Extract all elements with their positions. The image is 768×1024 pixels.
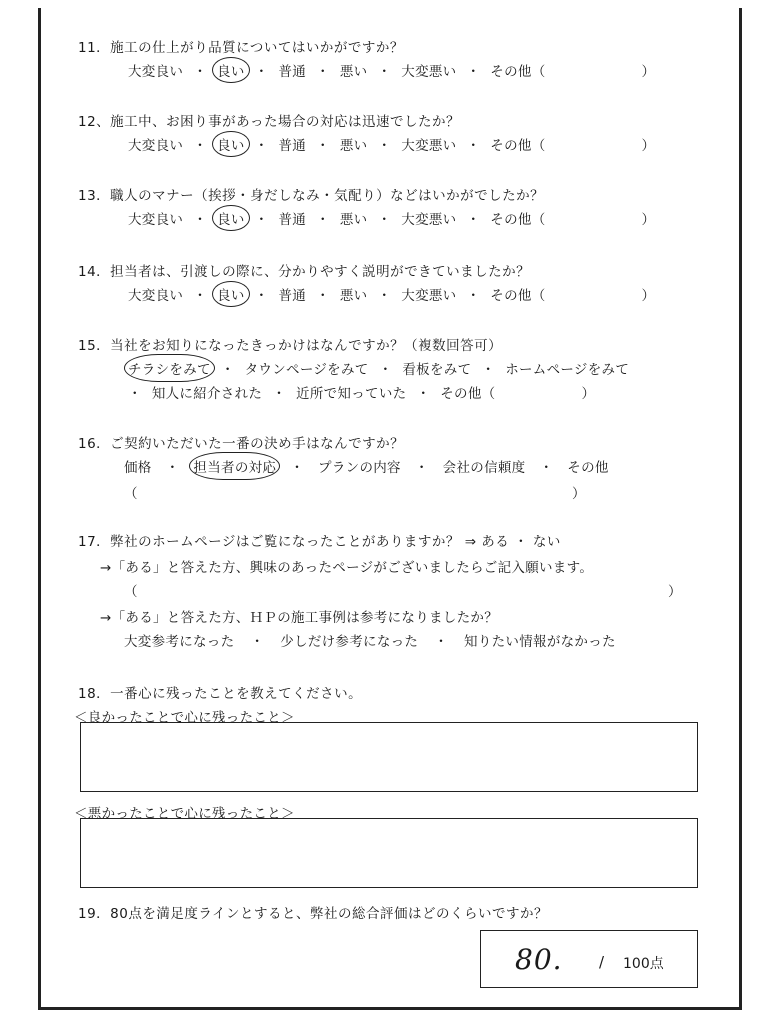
question-18: 18．一番心に残ったことを教えてください。	[78, 686, 363, 702]
q16-other-open: （	[124, 486, 138, 502]
q13-close: ）	[641, 212, 656, 228]
sep: ・	[414, 460, 429, 476]
q15-options-row1	[128, 358, 629, 378]
sep: ・	[316, 212, 330, 228]
question-11: 11．施工の仕上がり品質についてはいかがですか？	[78, 40, 404, 56]
sep: ・	[254, 138, 269, 154]
sep: ・	[250, 634, 265, 650]
q14-option-1[interactable]: 大変良い	[128, 288, 184, 304]
question-17: 17．弊社のホームページはご覧になったことがありますか？ ⇒ ある ・ ない	[78, 534, 561, 550]
q14-close: ）	[641, 288, 656, 304]
q17-option-very-helpful[interactable]: 大変参考になった	[124, 634, 235, 650]
q11-option-1[interactable]: 大変良い	[128, 64, 184, 80]
q11-option-5[interactable]: 大変悪い	[401, 64, 457, 80]
q19-slash: /	[599, 953, 605, 971]
q18-good-textarea[interactable]	[80, 722, 698, 792]
sep: ・	[316, 288, 330, 304]
q14-option-6[interactable]: その他（	[490, 288, 546, 304]
q11-options	[128, 60, 655, 80]
sep: ・	[377, 288, 392, 304]
sep: ・	[316, 64, 330, 80]
q16-other-close: ）	[572, 486, 586, 502]
q17-sub1-close: ）	[668, 584, 682, 600]
q14-option-5[interactable]: 大変悪い	[401, 288, 457, 304]
question-19: 19．80点を満足度ラインとすると、弊社の総合評価はどのくらいですか？	[78, 906, 548, 922]
q11-option-4[interactable]: 悪い	[339, 64, 368, 80]
question-16: 16．ご契約いただいた一番の決め手はなんですか？	[78, 436, 405, 452]
sep: ・	[254, 212, 269, 228]
q12-close: ）	[641, 138, 656, 154]
sep: ・	[378, 362, 393, 378]
q15-close: ）	[581, 386, 596, 402]
q12-option-6[interactable]: その他（	[490, 138, 546, 154]
sep: ・	[193, 138, 208, 154]
sep: ・	[193, 212, 208, 228]
sep: ・	[254, 288, 269, 304]
q19-score-box[interactable]	[480, 930, 698, 988]
q17-option-slightly-helpful[interactable]: 少しだけ参考になった	[280, 634, 419, 650]
sep: ・	[466, 138, 481, 154]
q18-bad-label: ＜悪かったことで心に残ったこと＞	[74, 806, 295, 822]
sep: ・	[290, 460, 305, 476]
q15-option-signboard[interactable]: 看板をみて	[402, 362, 472, 378]
sep: ・	[165, 460, 180, 476]
sep: ・	[434, 634, 449, 650]
sep: ・	[481, 362, 496, 378]
q12-option-5[interactable]: 大変悪い	[401, 138, 457, 154]
q12-option-4[interactable]: 悪い	[339, 138, 368, 154]
sep: ・	[128, 386, 142, 402]
q14-option-2-selected[interactable]: 良い	[217, 284, 245, 304]
sep: ・	[416, 386, 431, 402]
question-13: 13．職人のマナー（挨拶・身だしなみ・気配り）などはいかがでしたか？	[78, 188, 545, 204]
sep: ・	[466, 64, 481, 80]
q11-option-2-selected[interactable]: 良い	[217, 60, 245, 80]
q18-good-label: ＜良かったことで心に残ったこと＞	[74, 710, 295, 726]
q17-sub2: →「ある」と答えた方、ＨＰの施工事例は参考になりましたか？	[100, 610, 499, 626]
q19-handwritten-score: 80.	[515, 943, 563, 976]
sep: ・	[377, 64, 392, 80]
q17-sub1-open: （	[124, 584, 138, 600]
q11-close: ）	[641, 64, 656, 80]
q12-options	[128, 134, 655, 154]
q13-option-1[interactable]: 大変良い	[128, 212, 184, 228]
q17-option-no-info[interactable]: 知りたい情報がなかった	[464, 634, 616, 650]
q16-option-plan[interactable]: プランの内容	[318, 460, 401, 476]
sep: ・	[466, 212, 481, 228]
q16-option-trust[interactable]: 会社の信頼度	[442, 460, 526, 476]
q16-option-other[interactable]: その他	[567, 460, 609, 476]
q13-option-3[interactable]: 普通	[278, 212, 307, 228]
sep: ・	[220, 362, 235, 378]
sep: ・	[272, 386, 287, 402]
q11-option-3[interactable]: 普通	[278, 64, 307, 80]
sep: ・	[193, 288, 208, 304]
q13-option-6[interactable]: その他（	[490, 212, 546, 228]
question-14: 14．担当者は、引渡しの際に、分かりやすく説明ができていましたか？	[78, 264, 531, 280]
q11-option-6[interactable]: その他（	[490, 64, 546, 80]
q13-option-2-selected[interactable]: 良い	[217, 208, 245, 228]
q15-option-referral[interactable]: 知人に紹介された	[151, 386, 263, 402]
q15-option-homepage[interactable]: ホームページをみて	[505, 362, 630, 378]
sep: ・	[193, 64, 208, 80]
sep: ・	[316, 138, 330, 154]
q14-option-4[interactable]: 悪い	[339, 288, 368, 304]
q19-total: 100点	[623, 956, 664, 972]
question-12: 12、施工中、お困り事があった場合の対応は迅速でしたか？	[78, 114, 461, 130]
question-15: 15．当社をお知りになったきっかけはなんですか？（複数回答可）	[78, 338, 503, 354]
q13-options	[128, 208, 655, 228]
sep: ・	[377, 138, 392, 154]
q12-option-3[interactable]: 普通	[278, 138, 307, 154]
q15-option-neighborhood[interactable]: 近所で知っていた	[296, 386, 407, 402]
q16-option-staff-selected[interactable]: 担当者の対応	[193, 456, 276, 476]
q13-option-5[interactable]: 大変悪い	[401, 212, 457, 228]
sep: ・	[539, 460, 554, 476]
q14-option-3[interactable]: 普通	[278, 288, 307, 304]
q16-option-price[interactable]: 価格	[124, 460, 152, 476]
q15-option-townpage[interactable]: タウンページをみて	[244, 362, 369, 378]
q15-option-flyer-selected[interactable]: チラシをみて	[128, 358, 211, 378]
q12-option-1[interactable]: 大変良い	[128, 138, 184, 154]
q14-options	[128, 284, 655, 304]
q15-option-other[interactable]: その他（	[440, 386, 496, 402]
sep: ・	[466, 288, 481, 304]
q18-bad-textarea[interactable]	[80, 818, 698, 888]
q17-sub1: →「ある」と答えた方、興味のあったページがございましたらご記入願います。	[100, 560, 594, 576]
sep: ・	[254, 64, 269, 80]
q15-options-row2	[128, 382, 595, 402]
q16-options	[124, 456, 609, 476]
q12-option-2-selected[interactable]: 良い	[217, 134, 245, 154]
q13-option-4[interactable]: 悪い	[339, 212, 368, 228]
sep: ・	[377, 212, 392, 228]
q17-options	[124, 630, 616, 650]
